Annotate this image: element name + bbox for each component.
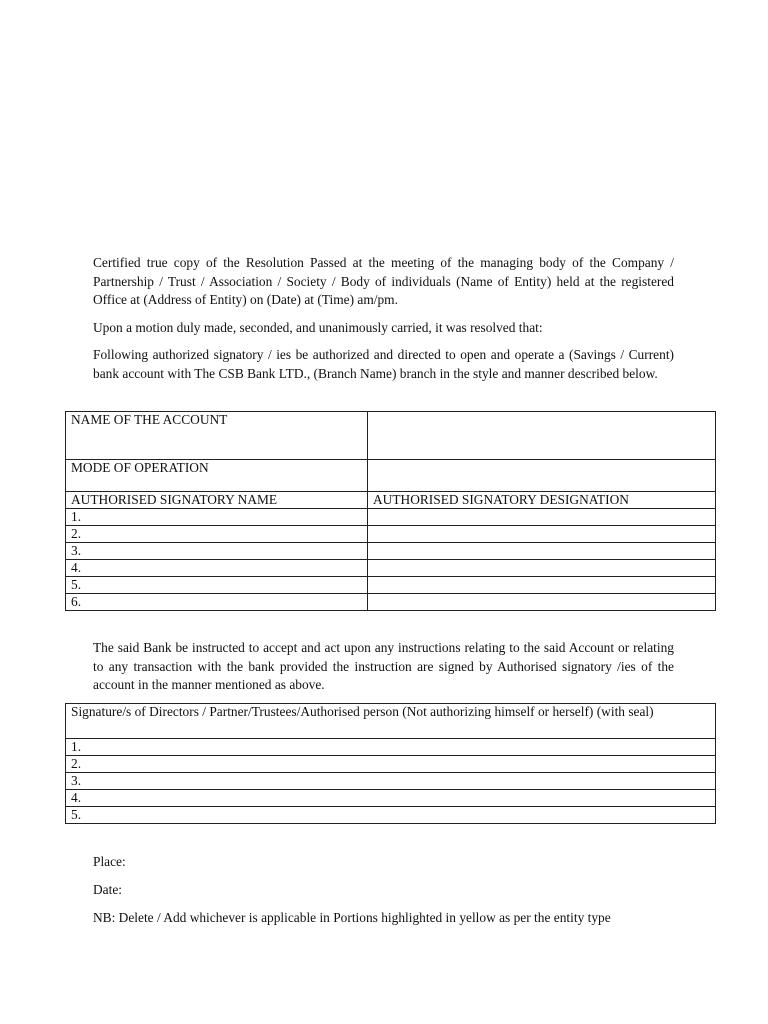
name-of-account-value[interactable] (368, 412, 716, 460)
resolution-intro-paragraph: Certified true copy of the Resolution Passed at the meeting of the managing body of the Company / Partnership / Trust / Association / Society / Body of individuals (Name of Entity) held at the registered Office at (Address of Entity) on (Date) at (Time) am/pm. (93, 255, 674, 307)
table-row (66, 560, 716, 577)
signatory-name-cell[interactable]: 1. (66, 509, 368, 526)
signatory-name-cell[interactable]: 5. (66, 577, 368, 594)
table-header-row (66, 704, 716, 739)
signature-cell[interactable]: 1. (66, 739, 716, 756)
signatory-designation-cell[interactable] (368, 526, 716, 543)
table-row (66, 594, 716, 611)
date-label: Date: (93, 882, 122, 897)
mode-of-operation-label: MODE OF OPERATION (66, 460, 368, 492)
table-row (66, 790, 716, 807)
signatory-name-header: AUTHORISED SIGNATORY NAME (66, 492, 368, 509)
signatory-designation-cell[interactable] (368, 577, 716, 594)
table-row (66, 526, 716, 543)
authorization-paragraph: Following authorized signatory / ies be authorized and directed to open and operate a (Savings / Current) bank account with The CSB Bank LTD., (Branch Name) branch in the style and manner described below. (93, 347, 674, 381)
table-row (66, 773, 716, 790)
table-row (66, 577, 716, 594)
name-of-account-label: NAME OF THE ACCOUNT (66, 412, 368, 460)
footnote: NB: Delete / Add whichever is applicable in Portions highlighted in yellow as per the entity type (93, 910, 611, 925)
signatory-designation-header: AUTHORISED SIGNATORY DESIGNATION (368, 492, 716, 509)
table-row (66, 460, 716, 492)
signatory-designation-cell[interactable] (368, 594, 716, 611)
signature-table (65, 703, 716, 824)
account-details-table (65, 411, 716, 611)
signature-cell[interactable]: 4. (66, 790, 716, 807)
table-row (66, 543, 716, 560)
signature-table-header: Signature/s of Directors / Partner/Trustees/Authorised person (Not authorizing himself or herself) (with seal) (66, 704, 716, 739)
signature-cell[interactable]: 2. (66, 756, 716, 773)
table-row (66, 756, 716, 773)
table-row (66, 807, 716, 824)
table-header-row (66, 492, 716, 509)
place-label: Place: (93, 854, 126, 869)
motion-paragraph: Upon a motion duly made, seconded, and unanimously carried, it was resolved that: (93, 320, 543, 335)
signatory-name-cell[interactable]: 4. (66, 560, 368, 577)
signature-cell[interactable]: 5. (66, 807, 716, 824)
table-row (66, 739, 716, 756)
instruction-paragraph: The said Bank be instructed to accept and act upon any instructions relating to the said Account or relating to any transaction with the bank provided the instruction are signed by Authorised signatory /ies of the account in the manner mentioned as above. (93, 640, 674, 692)
signatory-name-cell[interactable]: 6. (66, 594, 368, 611)
signatory-designation-cell[interactable] (368, 509, 716, 526)
signatory-designation-cell[interactable] (368, 560, 716, 577)
table-row (66, 412, 716, 460)
mode-of-operation-value[interactable] (368, 460, 716, 492)
signature-cell[interactable]: 3. (66, 773, 716, 790)
signatory-name-cell[interactable]: 2. (66, 526, 368, 543)
signatory-designation-cell[interactable] (368, 543, 716, 560)
signatory-name-cell[interactable]: 3. (66, 543, 368, 560)
table-row (66, 509, 716, 526)
